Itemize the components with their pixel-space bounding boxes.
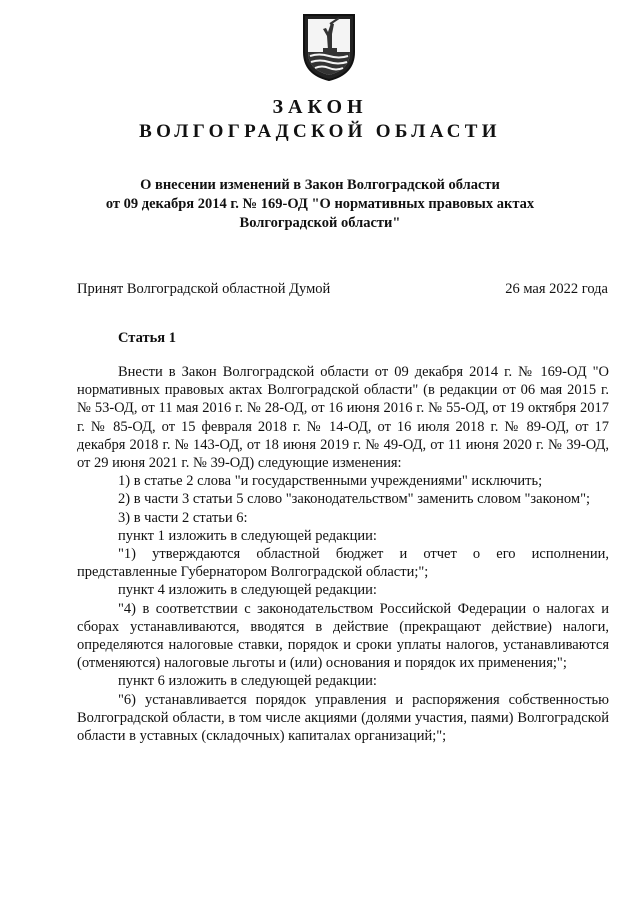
article-paragraph: "4) в соответствии с законодательством Российской Федерации о налогах и сборах устанавливаются, вводятся в действие (прекращают действие) налоги, определяются налоговые ставки, порядок и сроки уплаты налогов, устанавливаются (отменяются) налоговые льготы и (или) основания и порядок их применения;";: [77, 600, 609, 672]
law-title: ЗАКОН: [272, 96, 368, 118]
article-heading: Статья 1: [118, 330, 176, 346]
law-region: ВОЛГОГРАДСКОЙ ОБЛАСТИ: [139, 121, 501, 142]
article-paragraph: пункт 4 изложить в следующей редакции:: [118, 582, 377, 599]
article-paragraph: пункт 6 изложить в следующей редакции:: [118, 673, 377, 690]
article-paragraph: "6) устанавливается порядок управления и распоряжения собственностью Волгоградской области, в том числе акциями (долями участия, паями) Волгоградской области в уставных (складочных) капиталах организаций;";: [77, 691, 609, 745]
coat-of-arms-icon: [301, 12, 357, 82]
adopted-by: Принят Волгоградской областной Думой: [77, 281, 331, 297]
article-paragraph: "1) утверждаются областной бюджет и отчет о его исполнении, представленные Губернатором Волгоградской области;";: [77, 546, 609, 581]
article-paragraph: 2) в части 3 статьи 5 слово "законодательством" заменить словом "законом";: [118, 491, 591, 508]
adoption-date: 26 мая 2022 года: [505, 281, 608, 297]
law-subject: [0, 176, 640, 233]
article-paragraph: Внести в Закон Волгоградской области от 09 декабря 2014 г. № 169-ОД "О нормативных правовых актах Волгоградской области" (в редакции от 06 мая 2015 г. № 53-ОД, от 11 мая 2016 г. № 28-ОД, от 16 июня 2016 г. № 55-ОД, от 19 октября 2017 г. № 85-ОД, от 15 февраля 2018 г. № 14-ОД, от 16 июля 2018 г. № 89-ОД, от 17 декабря 2018 г. № 143-ОД, от 18 июня 2019 г. № 49-ОД, от 11 июня 2020 г. № 39-ОД, от 29 июня 2021 г. № 39-ОД) следующие изменения:: [77, 364, 609, 472]
article-paragraph: 1) в статье 2 слова "и государственными учреждениями" исключить;: [118, 473, 543, 490]
subject-line: от 09 декабря 2014 г. № 169-ОД "О нормативных правовых актах: [105, 196, 535, 212]
article-paragraph: пункт 1 изложить в следующей редакции:: [118, 527, 377, 544]
article-paragraph: 3) в части 2 статьи 6:: [118, 509, 248, 526]
article-body: [77, 363, 609, 745]
subject-line: Волгоградской области": [239, 215, 401, 231]
subject-line: О внесении изменений в Закон Волгоградской области: [140, 177, 500, 193]
